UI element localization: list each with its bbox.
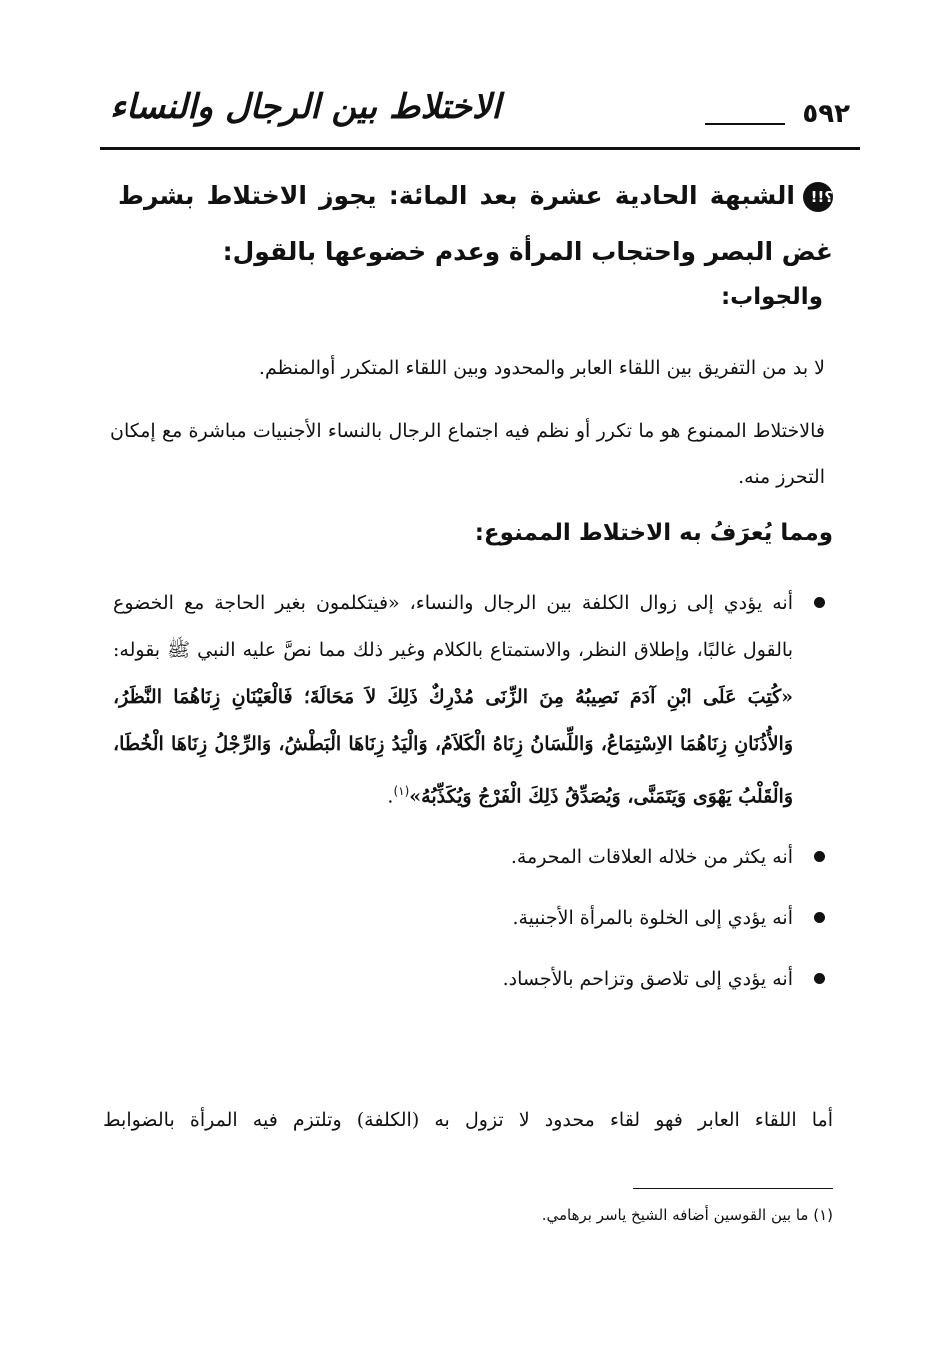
footnote-rule	[633, 1188, 833, 1189]
bullet-text: أنه يكثر من خلاله العلاقات المحرمة.	[510, 846, 793, 869]
exclamation-question-icon: !!؟	[803, 182, 833, 212]
paragraph-distinction: لا بد من التفريق بين اللقاء العابر والمحدود وبين اللقاء المتكرر أوالمنظم.	[258, 357, 825, 379]
bullet-text: أنه يؤدي إلى الخلوة بالمرأة الأجنبية.	[512, 907, 793, 930]
list-item	[113, 895, 833, 942]
list-item	[113, 834, 833, 881]
bullet-list	[113, 580, 833, 1003]
bullet-dot-icon	[814, 851, 825, 862]
footnote-marker: (١)	[393, 784, 410, 798]
bullet-text: أنه يؤدي إلى تلاصق وتزاحم بالأجساد.	[502, 968, 793, 991]
header-dash	[705, 123, 785, 125]
closing-paragraph: أما اللقاء العابر فهو لقاء محدود لا تزول به (الكلفة) وتلتزم فيه المرأة بالضوابط	[103, 1109, 833, 1131]
doubt-heading-text: الشبهة الحادية عشرة بعد المائة: يجوز الاختلاط بشرط غض البصر واحتجاب المرأة وعدم خضوعها بالقول:	[118, 181, 833, 266]
bullet-end-punct: .	[387, 785, 394, 808]
answer-heading: والجواب:	[720, 284, 823, 310]
list-item	[113, 580, 833, 820]
page-number: ٥٩٢	[802, 99, 850, 129]
bullet-intro-text: أنه يؤدي إلى زوال الكلفة بين الرجال والنساء، «فيتكلمون بغير الحاجة مع الخضوع بالقول غالبًا، وإطلاق النظر، والاستمتاع بالكلام وغير ذلك مما نصَّ عليه النبي ﷺ بقوله:	[113, 592, 793, 661]
header-rule	[100, 147, 860, 150]
footnote: (١) ما بين القوسين أضافه الشيخ ياسر برهامي.	[541, 1206, 833, 1224]
doubt-heading	[118, 168, 833, 280]
list-item	[113, 956, 833, 1003]
running-title: الاختلاط بين الرجال والنساء	[110, 87, 501, 127]
bullet-dot-icon	[814, 912, 825, 923]
bullet-dot-icon	[814, 973, 825, 984]
bullet-dot-icon	[814, 597, 825, 608]
paragraph-forbidden-mixing: فالاختلاط الممنوع هو ما تكرر أو نظم فيه اجتماع الرجال بالنساء الأجنبيات مباشرة مع إمكان التحرز منه.	[110, 420, 825, 488]
hadith-quote: «كُتِبَ عَلَى ابْنِ آدَمَ نَصِيبُهُ مِنَ الزِّنَى مُدْرِكٌ ذَلِكَ لاَ مَحَالَةَ؛ فَالْعَيْنَانِ زِنَاهُمَا النَّظَرُ، وَالأُذُنَانِ زِنَاهُمَا الاِسْتِمَاعُ، وَاللِّسَانُ زِنَاهُ الْكَلاَمُ، وَالْيَدُ زِنَاهَا الْبَطْشُ، وَالرِّجْلُ زِنَاهَا الْخُطَا، وَالْقَلْبُ يَهْوَى وَيَتَمَنَّى، وَيُصَدِّقُ ذَلِكَ الْفَرْجُ وَيُكَذِّبُهُ»	[113, 686, 793, 808]
section-heading: ومما يُعرَفُ به الاختلاط الممنوع:	[474, 520, 833, 546]
page-header	[100, 85, 860, 157]
